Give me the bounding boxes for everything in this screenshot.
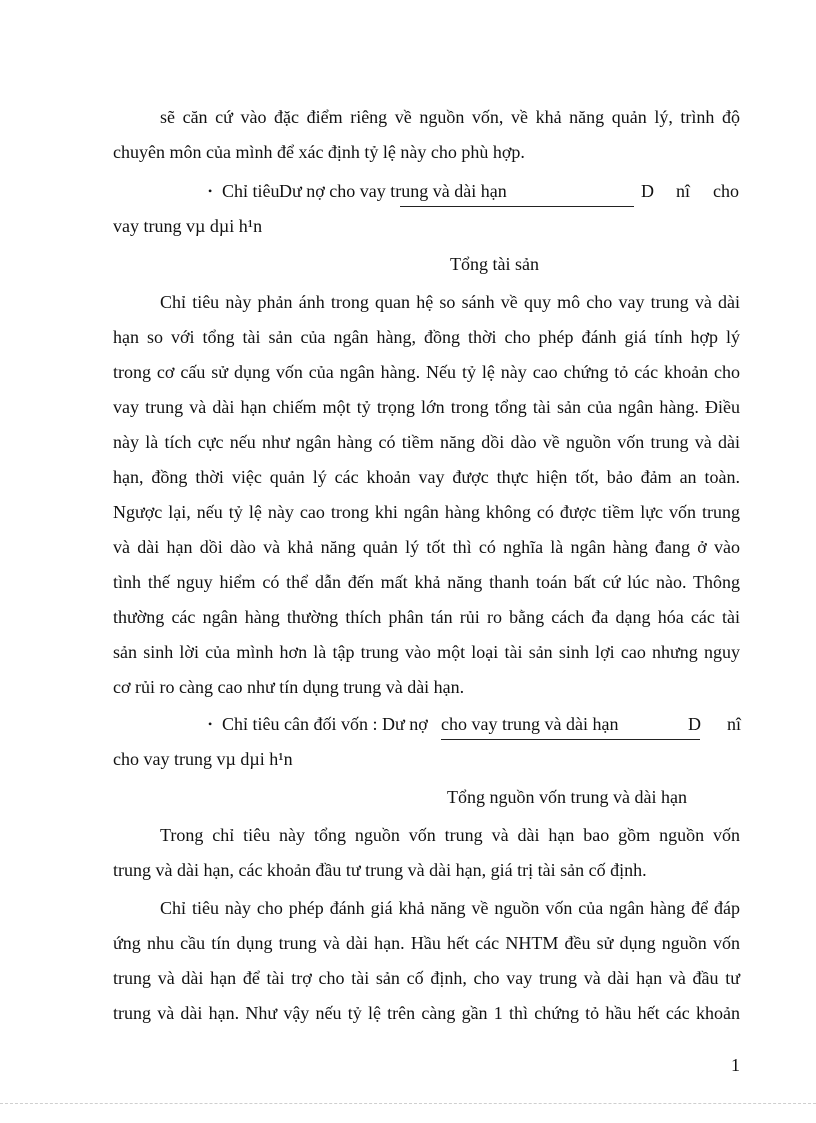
paragraph-line: Ngược lại, nếu tỷ lệ này cao trong khi ngân hàng không có được tiềm lực vốn trung <box>113 502 740 522</box>
paragraph-line: trong cơ cấu sử dụng vốn của ngân hàng. Nếu tỷ lệ này cao chứng tỏ các khoản cho <box>113 362 740 382</box>
bullet-icon: • <box>208 184 213 198</box>
formula-garbled-text: nî <box>676 181 691 201</box>
paragraph-line: thường các ngân hàng thường thích phân tán rủi ro bằng cách đa dạng hóa các tài <box>113 607 740 627</box>
paragraph-line: trung và dài hạn để tài trợ cho tài sản cố định, cho vay trung và dài hạn và đầu tư <box>113 968 740 988</box>
formula-garbled-text: D <box>641 181 654 201</box>
bullet-icon: • <box>208 717 213 731</box>
formula-garbled-text: D <box>688 714 701 734</box>
page-number: 1 <box>731 1055 740 1075</box>
paragraph-line: sẽ căn cứ vào đặc điểm riêng về nguồn vốn, về khả năng quản lý, trình độ <box>160 107 740 127</box>
formula-garbled-text: nî <box>727 714 742 734</box>
paragraph-line: trung và dài hạn. Như vậy nếu tỷ lệ trên càng gần 1 thì chứng tỏ hầu hết các khoản <box>113 1003 740 1023</box>
paragraph-line: chuyên môn của mình để xác định tỷ lệ này cho phù hợp. <box>113 142 525 162</box>
fraction-bar <box>441 739 700 740</box>
formula-garbled-text: cho vay trung vµ dµi h¹n <box>113 749 293 769</box>
formula-numerator: cho vay trung và dài hạn <box>441 714 619 734</box>
fraction-bar <box>400 206 634 207</box>
paragraph-line: hạn so với tổng tài sản của ngân hàng, đồng thời cho phép đánh giá tính hợp lý <box>113 327 740 347</box>
formula-denominator: Tổng nguồn vốn trung và dài hạn <box>447 787 687 807</box>
paragraph-line: hạn, đồng thời việc quản lý các khoản vay được thực hiện tốt, bảo đảm an toàn. <box>113 467 740 487</box>
paragraph-line: tình thế nguy hiểm có thể dẫn đến mất khả năng thanh toán bất cứ lúc nào. Thông <box>113 572 740 592</box>
formula-label: Chỉ tiêu <box>222 181 280 201</box>
paragraph-line: và dài hạn dồi dào và khả năng quản lý tốt thì có nghĩa là ngân hàng đang ở vào <box>113 537 740 557</box>
formula-denominator: Tổng tài sản <box>450 254 539 274</box>
formula-label: Chỉ tiêu cân đối vốn : Dư nợ <box>222 714 428 734</box>
paragraph-line: sản sinh lời của mình hơn là tập trung vào một loại tài sản sinh lợi cao nhưng nguy <box>113 642 740 662</box>
paragraph-line: Trong chỉ tiêu này tổng nguồn vốn trung và dài hạn bao gồm nguồn vốn <box>160 825 740 845</box>
formula-garbled-text: cho <box>713 181 739 201</box>
formula-garbled-text: vay trung vµ dµi h¹n <box>113 216 263 236</box>
paragraph-line: ứng nhu cầu tín dụng trung và dài hạn. Hầu hết các NHTM đều sử dụng nguồn vốn <box>113 933 740 953</box>
paragraph-line: Chỉ tiêu này phản ánh trong quan hệ so sánh về quy mô cho vay trung và dài <box>160 292 740 312</box>
paragraph-line: trung và dài hạn, các khoản đầu tư trung và dài hạn, giá trị tài sản cố định. <box>113 860 647 880</box>
page-bottom-border <box>0 1103 816 1104</box>
paragraph-line: này là tích cực nếu như ngân hàng có tiềm năng dồi dào về nguồn vốn trung và dài <box>113 432 740 452</box>
paragraph-line: vay trung và dài hạn chiếm một tỷ trọng lớn trong tổng tài sản của ngân hàng. Điều <box>113 397 740 417</box>
paragraph-line: Chỉ tiêu này cho phép đánh giá khả năng về nguồn vốn của ngân hàng để đáp <box>160 898 740 918</box>
paragraph-line: cơ rủi ro càng cao như tín dụng trung và dài hạn. <box>113 677 465 697</box>
formula-numerator: Dư nợ cho vay trung và dài hạn <box>279 181 507 201</box>
